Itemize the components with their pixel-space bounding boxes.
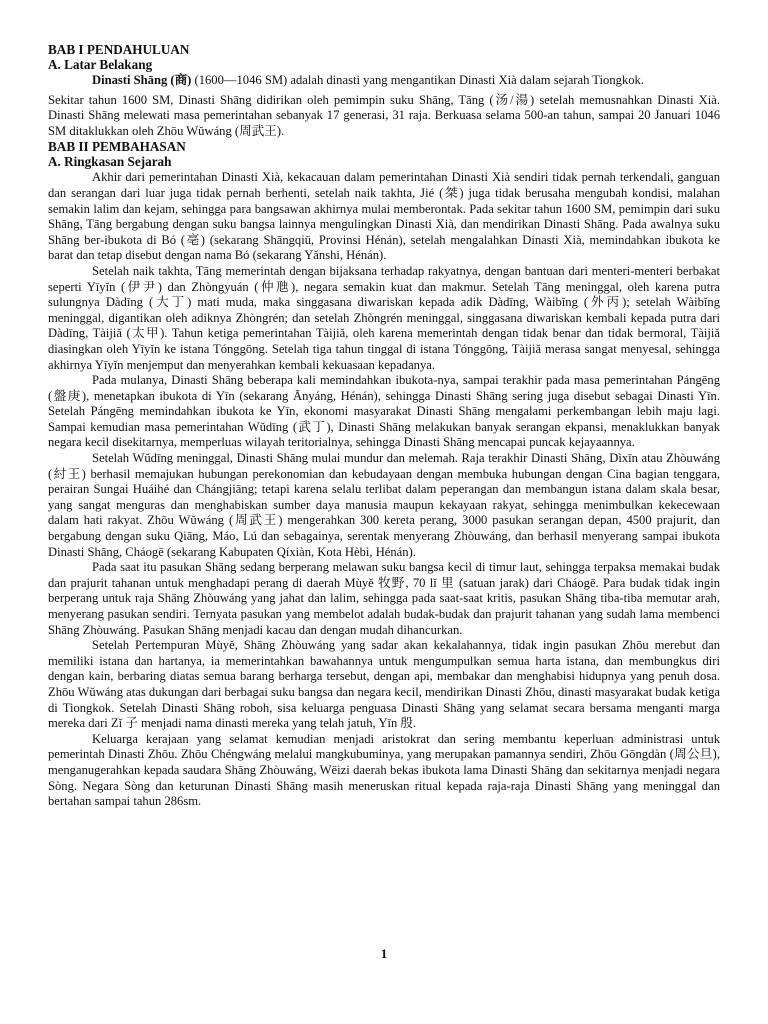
history-paragraph-2: Setelah naik takhta, Tāng memerintah dengan bijaksana terhadap rakyatnya, dengan bantuan dari menteri-menteri berbakat seperti Yīyǐn (伊尹) dan Zhòngyuán (仲虺), negara semakin kuat dan makmur. Setelah Tāng meninggal, oleh karena putra sulungnya Dàdīng (大丁) mati muda, maka singgasana diwariskan kepada adik Dàdīng, Wàibǐng (外丙); setelah Wàibǐng meninggal, digantikan oleh adiknya Zhòngrén; dan setelah Zhòngrén meninggal, singgasana diwariskan kembali kepada putra dari Dàdīng, Tàijiǎ (太甲). Tahun ketiga pemerintahan Tàijiǎ, oleh karena memerintah dengan tidak benar dan tidak bermoral, Tàijiǎ diasingkan oleh Yīyǐn ke istana Tónggōng. Setelah tiga tahun tinggal di istana Tónggōng, Tàijiǎ merasa sangat menyesal, sehingga akhirnya Yīyǐn menjemput dan menyerahkan kembali kekuasaan kepadanya. xyxy=(48,263,720,372)
section-latar-belakang: A. Latar Belakang xyxy=(48,57,153,72)
history-paragraph-5: Pada saat itu pasukan Shāng sedang berperang melawan suku bangsa kecil di timur laut, sehingga terpaksa memakai budak dan prajurit tahanan untuk menghadapi perang di daerah Mùyě 牧野, 70 lǐ 里 (satuan jarak) dari Cháogē. Para budak tidak ingin berperang untuk raja Shāng Zhòuwáng yang jahat dan lalim, sehingga pada saat-saat kritis, pasukan Shāng tiba-tiba memutar arah, menyerang pasukan sendiri. Ternyata pasukan yang membelot adalah budak-budak dan prajurit tahanan yang sudah lama membenci Shāng Zhòuwáng. Pasukan Shāng menjadi kacau dan dengan mudah dihancurkan. xyxy=(48,560,720,637)
history-paragraph-3: Pada mulanya, Dinasti Shāng beberapa kali memindahkan ibukota-nya, sampai terakhir pada masa pemerintahan Pángēng (盤庚), menetapkan ibukota di Yīn (sekarang Ānyáng, Hénán), sehingga Dinasti Shāng sering juga disebut sebagai Dinasti Yīn. Setelah Pángēng memindahkan ibukota ke Yīn, ekonomi masyarakat Dinasti Shāng mengalami perkembangan lebih maju lagi. Sampai kemudian masa pemerintahan Wǔdīng (武丁), Dinasti Shāng melakukan banyak serangan ekpansi, menaklukkan banyak negara kecil disekitarnya, memperluas wilayah teritorialnya, sehingga Dinasti Shāng mencapai puncak kejayaannya. xyxy=(48,373,720,450)
history-paragraph-1: Akhir dari pemerintahan Dinasti Xià, kekacauan dalam pemerintahan Dinasti Xià sendiri tidak pernah terkendali, ganguan dan serangan dari luar juga tidak pernah berhenti, setelah naik takhta, Jié (桀) juga tidak berusaha mengubah kondisi, malahan semakin lalim dan kejam, sehingga para bangsawan akhirnya mulai memberontak. Pada sekitar tahun 1600 SM, pemimpin dari suku Shāng, Tāng bergabung dengan suku bangsa lainnya mengulingkan Dinasti Xià, dan mendirikan Dinasti Shāng. Pada awalnya suku Shāng ber-ibukota di Bó (亳) (sekarang Shāngqiū, Provinsi Hénán), setelah mengalahkan Dinasti Xià, memindahkan ibukota ke barat dan tetap disebut dengan nama Bó (sekarang Yǎnshi, Hénán). xyxy=(48,170,720,263)
background-paragraph: Sekitar tahun 1600 SM, Dinasti Shāng didirikan oleh pemimpin suku Shāng, Tāng (汤/湯) setelah memusnahkan Dinasti Xià. Dinasti Shāng melewati masa pemerintahan sebanyak 17 generasi, 31 raja. Berkuasa selama 500-an tahun, sampai 20 Januari 1046 SM ditaklukkan oleh Zhōu Wǔwáng (周武王). xyxy=(48,92,720,138)
history-paragraph-7: Keluarga kerajaan yang selamat kemudian menjadi aristokrat dan sering membantu keperluan administrasi untuk pemerintah Dinasti Zhōu. Zhōu Chéngwáng melalui mangkubuminya, yang merupakan pamannya sendiri, Zhōu Gōngdàn (周公旦), menganugerahkan kepada saudara Shāng Zhòuwáng, Wēizi daerah bekas ibukota lama Dinasti Shāng dan sekitarnya menjadi negara Sòng. Negara Sòng dan keturunan Dinasti Shāng masih meneruskan ritual kepada raja-raja Dinasti Shāng yang meninggal dan bertahan sampai tahun 286sm. xyxy=(48,731,720,809)
intro-paragraph xyxy=(48,73,720,89)
history-paragraph-6: Setelah Pertempuran Mùyě, Shāng Zhòuwáng yang sadar akan kekalahannya, tidak ingin pasukan Zhōu merebut dan memiliki istana dan hartanya, ia memerintahkan bawahannya untuk mengumpulkan semua harta istana, dan membungkus diri dengan kain, berbaring diatas semua barang berharga tersebut, dengan api, membakar dan menghabisi hidupnya yang penuh dosa. Zhōu Wǔwáng atas dukungan dari berbagai suku bangsa dan negara kecil, mendirikan Dinasti Zhōu, dinasti masyarakat budak ketiga di Tiongkok. Setelah Dinasti Shāng roboh, sisa keluarga penguasa Dinasti Shāng yang selamat secara bersama menganti marga mereka dari Zǐ 子 menjadi nama dinasti mereka yang telah jatuh, Yīn 殷. xyxy=(48,638,720,731)
history-paragraph-4: Setelah Wǔdīng meninggal, Dinasti Shāng mulai mundur dan melemah. Raja terakhir Dinasti Shāng, Dìxīn atau Zhòuwáng (紂王) berhasil memajukan hubungan perekonomian dan kebudayaan dengan membuka hubungan dengan Cina bagian tenggara, perairan Sungai Huáihé dan Chángjiāng; tetapi karena selalu terlibat dalam peperangan dan membangun istana dalam skala besar, yang sangat menguras dan menghabiskan sumber daya manusia maupun kekayaan rakyat, sehingga menimbulkan kekecewaan dalam hati rakyat. Zhōu Wǔwáng (周武王) mengerahkan 300 kereta perang, 3000 pasukan serangan depan, 4500 prajurit, dan bergabung dengan suku Qiāng, Máo, Lú dan sebagainya, serentak menyerang Zhòuwáng, dan berhasil menyerang sampai ibukota Dinasti Shāng, Cháogē (sekarang Kabupaten Qíxiàn, Kota Hèbì, Hénán). xyxy=(48,451,720,559)
chapter-2-title: BAB II PEMBAHASAN xyxy=(48,139,186,155)
intro-term: Dinasti Shāng (商) xyxy=(92,73,192,87)
intro-text: (1600—1046 SM) adalah dinasti yang mengantikan Dinasti Xià dalam sejarah Tiongkok. xyxy=(191,73,644,87)
section-ringkasan-sejarah: A. Ringkasan Sejarah xyxy=(48,154,172,170)
chapter-1-title: BAB I PENDAHULUAN xyxy=(48,42,190,57)
page-number: 1 xyxy=(380,946,388,961)
